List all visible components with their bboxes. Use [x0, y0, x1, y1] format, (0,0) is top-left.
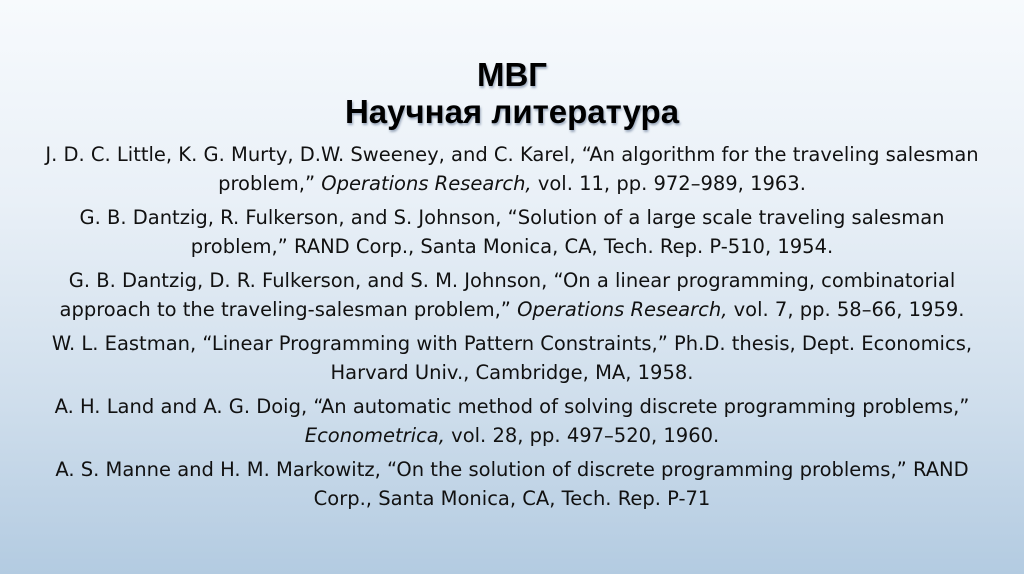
reference-item — [30, 203, 994, 261]
title-line-2: Научная литература — [344, 93, 680, 130]
reference-journal: Operations Research, — [321, 172, 532, 195]
slide-title — [0, 56, 1024, 130]
reference-details: vol. 7, pp. 58–66, 1959. — [727, 298, 965, 321]
reference-details: vol. 28, pp. 497–520, 1960. — [444, 424, 720, 447]
reference-journal: Operations Research, — [517, 298, 728, 321]
reference-text: A. H. Land and A. G. Doig, “An automatic method of solving discrete programming problems,” — [54, 395, 970, 418]
reference-item — [30, 455, 994, 513]
reference-item — [30, 140, 994, 198]
reference-item — [30, 266, 994, 324]
reference-item — [30, 392, 994, 450]
reference-journal: Econometrica, — [304, 424, 445, 447]
reference-item — [30, 329, 994, 387]
reference-details: vol. 11, pp. 972–989, 1963. — [531, 172, 806, 195]
reference-text: G. B. Dantzig, D. R. Fulkerson, and S. M. Johnson, “On a linear programming, combinatorial approach to the traveling-salesman problem,” — [59, 269, 956, 321]
reference-text: W. L. Eastman, “Linear Programming with Pattern Constraints,” Ph.D. thesis, Dept. Economics, Harvard Univ., Cambridge, MA, 1958. — [51, 332, 973, 384]
reference-list — [30, 140, 994, 518]
title-line-1: МВГ — [476, 56, 548, 93]
reference-text: A. S. Manne and H. M. Markowitz, “On the solution of discrete programming problems,” RAND Corp., Santa Monica, CA, Tech. Rep. P-71 — [55, 458, 969, 510]
reference-text: G. B. Dantzig, R. Fulkerson, and S. Johnson, “Solution of a large scale traveling salesman problem,” RAND Corp., Santa Monica, CA, Tech. Rep. P-510, 1954. — [79, 206, 945, 258]
reference-text: J. D. C. Little, K. G. Murty, D.W. Sweeney, and C. Karel, “An algorithm for the traveling salesman problem,” — [45, 143, 979, 195]
